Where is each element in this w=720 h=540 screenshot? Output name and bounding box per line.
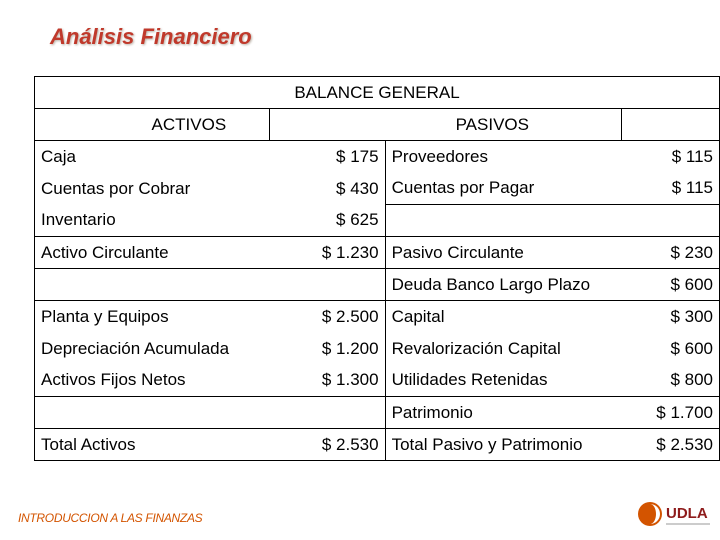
pasivo-label: Revalorización Capital (385, 333, 621, 365)
activo-label: Total Activos (35, 429, 270, 461)
udla-logo (636, 494, 716, 534)
pasivo-value: $ 230 (621, 237, 719, 269)
table-row (35, 237, 720, 269)
table-row (35, 397, 720, 429)
table-row (35, 141, 720, 173)
table-row (35, 205, 720, 237)
footer-course-title: INTRODUCCION A LAS FINANZAS (18, 511, 203, 525)
pasivo-value: $ 2.530 (621, 429, 719, 461)
activo-value: $ 175 (269, 141, 385, 173)
pasivo-value: $ 600 (621, 333, 719, 365)
table-row (35, 269, 720, 301)
pasivo-label: Pasivo Circulante (385, 237, 621, 269)
activo-label: Cuentas por Cobrar (35, 173, 270, 205)
activo-value: $ 1.200 (269, 333, 385, 365)
pasivo-label: Deuda Banco Largo Plazo (385, 269, 621, 301)
activo-value (269, 397, 385, 429)
pasivo-value: $ 1.700 (621, 397, 719, 429)
table-row (35, 173, 720, 205)
activo-label: Caja (35, 141, 270, 173)
pasivo-label: Capital (385, 301, 621, 333)
pasivo-label (385, 205, 621, 237)
activo-label: Activos Fijos Netos (35, 365, 270, 397)
activo-label: Activo Circulante (35, 237, 270, 269)
pasivo-label: Total Pasivo y Patrimonio (385, 429, 621, 461)
empty-cell (621, 109, 719, 141)
pasivo-value: $ 800 (621, 365, 719, 397)
pasivo-value: $ 115 (621, 173, 719, 205)
table-row (35, 301, 720, 333)
activo-value (269, 269, 385, 301)
pasivo-value: $ 300 (621, 301, 719, 333)
pasivo-value: $ 600 (621, 269, 719, 301)
activo-value: $ 430 (269, 173, 385, 205)
pasivo-label: Proveedores (385, 141, 621, 173)
activo-value: $ 625 (269, 205, 385, 237)
balance-sheet-table (34, 76, 720, 461)
pasivo-label: Cuentas por Pagar (385, 173, 621, 205)
activo-label: Inventario (35, 205, 270, 237)
activo-value: $ 2.500 (269, 301, 385, 333)
udla-logo-icon (636, 494, 716, 534)
pasivo-value: $ 115 (621, 141, 719, 173)
activo-value: $ 1.300 (269, 365, 385, 397)
pasivo-value (621, 205, 719, 237)
activo-label (35, 269, 270, 301)
pasivos-header: PASIVOS (269, 109, 621, 141)
balance-header: BALANCE GENERAL (35, 77, 720, 109)
activo-value: $ 1.230 (269, 237, 385, 269)
table-row (35, 333, 720, 365)
activo-label: Depreciación Acumulada (35, 333, 270, 365)
logo-text: UDLA (666, 505, 708, 522)
page-title: Análisis Financiero (50, 24, 252, 49)
activo-label (35, 397, 270, 429)
table-row (35, 365, 720, 397)
activos-header: ACTIVOS (35, 109, 270, 141)
table-row (35, 429, 720, 461)
activo-label: Planta y Equipos (35, 301, 270, 333)
activo-value: $ 2.530 (269, 429, 385, 461)
pasivo-label: Patrimonio (385, 397, 621, 429)
pasivo-label: Utilidades Retenidas (385, 365, 621, 397)
